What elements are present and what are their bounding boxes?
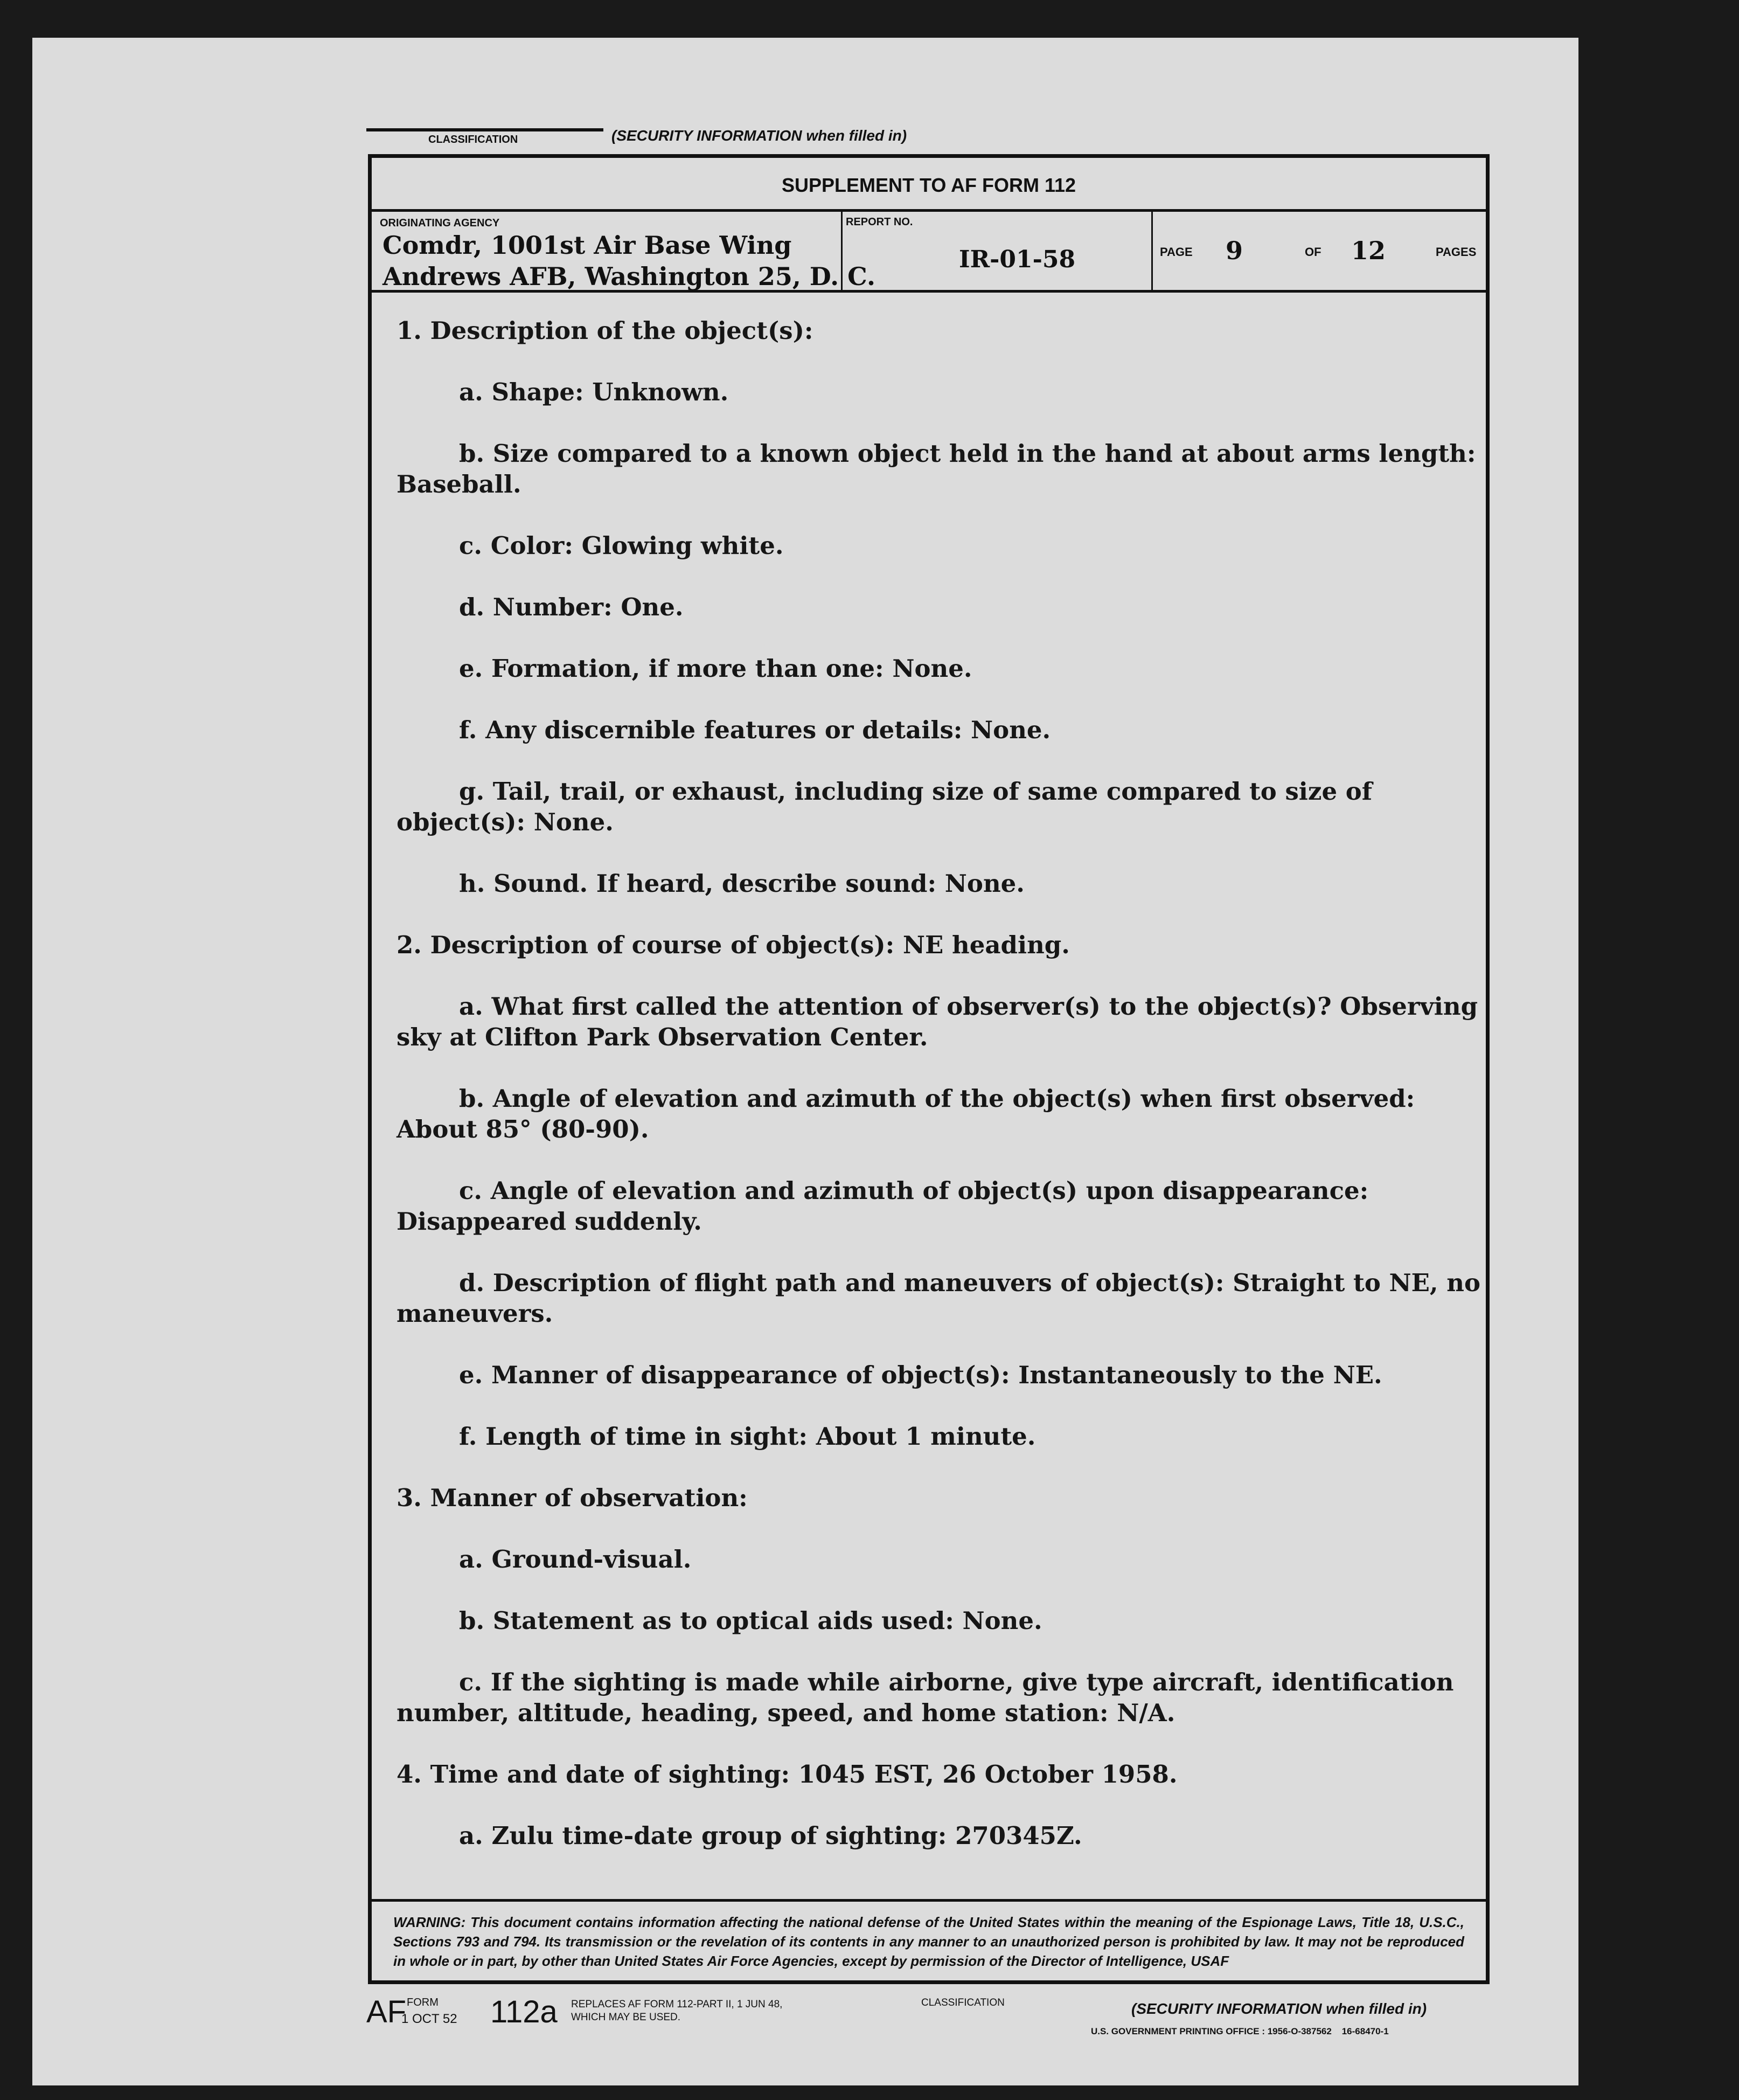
- footer-security-note: (SECURITY INFORMATION when filled in): [1131, 2000, 1427, 2017]
- classification-label: CLASSIFICATION: [428, 134, 518, 145]
- report-paragraph: c. Color: Glowing white.: [459, 531, 784, 560]
- report-paragraph: a. Zulu time-date group of sighting: 270345Z.: [459, 1821, 1082, 1850]
- divider: [1151, 210, 1153, 291]
- report-paragraph: f. Any discernible features or details: None.: [459, 716, 1051, 744]
- report-paragraph: c. Angle of elevation and azimuth of object(s) upon disappearance: Disappeared suddenly.: [397, 1176, 1369, 1236]
- divider: [372, 1899, 1486, 1902]
- report-no: IR-01-58: [959, 246, 1076, 273]
- report-paragraph: h. Sound. If heard, describe sound: None.: [459, 869, 1025, 898]
- report-paragraph: c. If the sighting is made while airborne, give type aircraft, identification number, altitude, heading, speed, and home station: N/A.: [397, 1668, 1454, 1727]
- replaces-line1: REPLACES AF FORM 112-PART II, 1 JUN 48,: [571, 1999, 783, 2010]
- form-title: SUPPLEMENT TO AF FORM 112: [781, 174, 1076, 196]
- originating-agency: [382, 230, 875, 292]
- warning-notice: WARNING: This document contains information affecting the national defense of the United States within the meaning of the Espionage Laws, Title 18, U.S.C., Sections 793 and 794. Its transmission or the revelation of its contents in any manner to an unauthorized person is prohibited by law. It may not be reproduced in whole or in part, by other than United States Air Force Agencies, except by permission of the Director of Intelligence, USAF: [393, 1914, 1464, 1969]
- report-paragraph: 3. Manner of observation:: [397, 1484, 748, 1512]
- report-no-label: REPORT NO.: [846, 216, 913, 228]
- report-paragraph: e. Manner of disappearance of object(s): Instantaneously to the NE.: [459, 1361, 1382, 1389]
- report-paragraph: 1. Description of the object(s):: [397, 316, 813, 345]
- form-af: AF: [366, 1994, 407, 2029]
- divider: [372, 209, 1486, 212]
- form-date: 1 OCT 52: [401, 2012, 457, 2026]
- report-paragraph: b. Statement as to optical aids used: None.: [459, 1606, 1042, 1635]
- originating-agency-line2: Andrews AFB, Washington 25, D. C.: [382, 262, 875, 291]
- footer-classification-label: CLASSIFICATION: [921, 1997, 1005, 2008]
- replaces-line2: WHICH MAY BE USED.: [571, 2012, 681, 2023]
- report-paragraph: e. Formation, if more than one: None.: [459, 654, 972, 683]
- report-paragraph: d. Number: One.: [459, 593, 684, 621]
- report-paragraph: b. Size compared to a known object held in the hand at about arms length: Baseball.: [397, 439, 1476, 498]
- report-paragraph: g. Tail, trail, or exhaust, including size of same compared to size of object(s): None.: [397, 777, 1373, 836]
- report-paragraph: 4. Time and date of sighting: 1045 EST, 26 October 1958.: [397, 1760, 1178, 1789]
- form-label: FORM: [407, 1997, 439, 2008]
- pages-label: PAGES: [1436, 245, 1477, 259]
- report-body: [397, 315, 1490, 1882]
- report-paragraph: b. Angle of elevation and azimuth of the object(s) when first observed: About 85° (80-90).: [397, 1084, 1415, 1143]
- originating-agency-line1: Comdr, 1001st Air Base Wing: [382, 231, 792, 260]
- report-paragraph: a. Shape: Unknown.: [459, 378, 729, 406]
- report-paragraph: f. Length of time in sight: About 1 minute.: [459, 1422, 1036, 1451]
- security-note: (SECURITY INFORMATION when filled in): [611, 127, 907, 144]
- report-paragraph: a. What first called the attention of observer(s) to the object(s)? Observing sky at Clifton Park Observation Center.: [397, 992, 1478, 1051]
- classification-line: [366, 128, 603, 131]
- page-number: 9: [1226, 236, 1243, 265]
- form-number: 112a: [490, 1994, 558, 2029]
- report-paragraph: d. Description of flight path and maneuvers of object(s): Straight to NE, no maneuvers.: [397, 1269, 1480, 1328]
- total-pages: 12: [1351, 236, 1386, 265]
- printing-office: U.S. GOVERNMENT PRINTING OFFICE : 1956-O-387562 16-68470-1: [1091, 2026, 1389, 2036]
- originating-agency-label: ORIGINATING AGENCY: [380, 217, 500, 229]
- report-paragraph: 2. Description of course of object(s): NE heading.: [397, 931, 1070, 959]
- report-paragraph: a. Ground-visual.: [459, 1545, 692, 1574]
- replaces-note: [571, 1998, 782, 2024]
- page-label: PAGE: [1160, 245, 1193, 259]
- of-label: OF: [1305, 245, 1321, 259]
